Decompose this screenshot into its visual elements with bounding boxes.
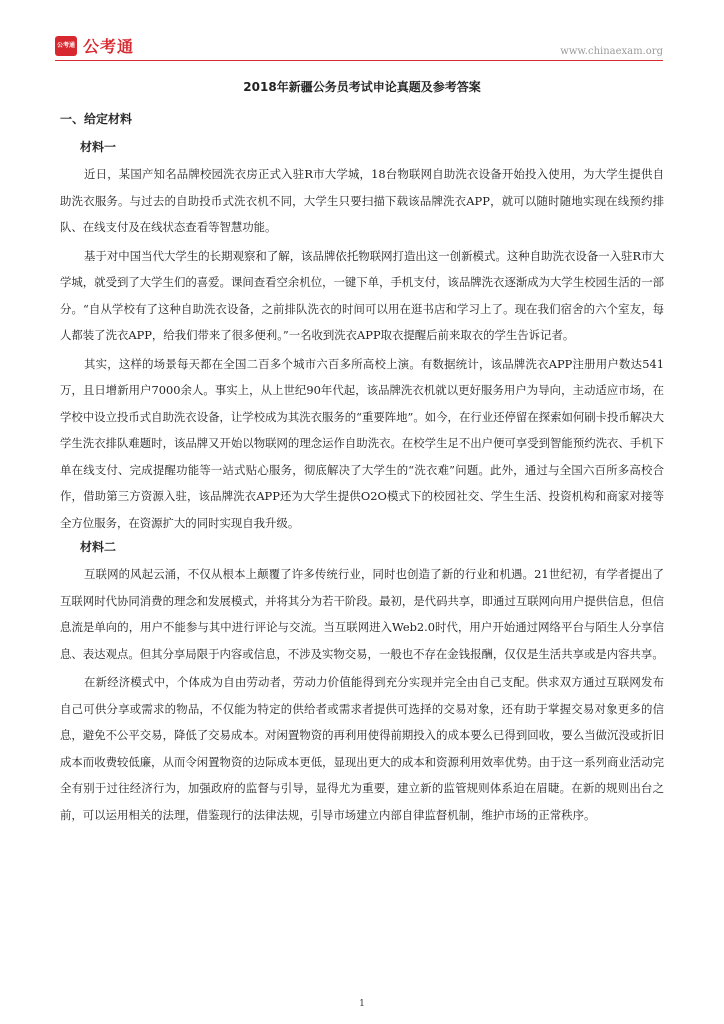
site-url[interactable]: www.chinaexam.org [560,46,663,57]
document-body [60,78,664,830]
logo-text: 公考通 [83,37,135,56]
page-header [55,32,663,62]
material-heading: 材料二 [80,540,117,554]
paragraph: 近日，某国产知名品牌校园洗衣房正式入驻R市大学城，18台物联网自助洗衣设备开始投入使用，为大学生提供自助洗衣服务。与过去的自助投币式洗衣机不同，大学生只要扫描下载该品牌洗衣APP，就可以随时随地实现在线预约排队、在线支付及在线状态查看等智慧功能。 [60,167,664,234]
paragraph: 基于对中国当代大学生的长期观察和了解，该品牌依托物联网打造出这一创新模式。这种自助洗衣设备一入驻R市大学城，就受到了大学生们的喜爱。课间查看空余机位，一键下单，手机支付，该品牌洗衣逐渐成为大学生校园生活的一部分。“自从学校有了这种自助洗衣设备，之前排队洗衣的时间可以用在逛书店和学习上了。现在我们宿舍的六个室友，每人都装了洗衣APP，给我们带来了很多便利。”一名收到洗衣APP取衣提醒后前来取衣的学生告诉记者。 [60,248,664,342]
document-title: 2018年新疆公务员考试申论真题及参考答案 [243,80,481,94]
header-divider [55,60,663,61]
page-number: 1 [359,999,365,1009]
material-heading: 材料一 [80,140,117,154]
paragraph: 在新经济模式中，个体成为自由劳动者，劳动力价值能得到充分实现并完全由自己支配。供求双方通过互联网发布自己可供分享或需求的物品，不仅能为特定的供给者或需求者提供可选择的交易对象，还有助于掌握交易对象更多的信息，避免不公平交易，降低了交易成本。对闲置物资的再利用使得前期投入的成本要么已得到回收，要么当做沉没或折旧成本而收费较低廉，从而令闲置物资的边际成本更低，显现出更大的成本和资源利用效率优势。由于这一系列商业活动完全有别于过往经济行为，加强政府的监督与引导，显得尤为重要，建立新的监管规则体系迫在眉睫。在新的规则出台之前，可以运用相关的法理，借鉴现行的法律法规，引导市场建立内部自律监督机制，维护市场的正常秩序。 [60,675,664,822]
section-heading: 一、给定材料 [60,112,133,126]
paragraph: 其实，这样的场景每天都在全国二百多个城市六百多所高校上演。有数据统计，该品牌洗衣APP注册用户数达541万，且日增新用户7000余人。事实上，从上世纪90年代起，该品牌洗衣机就以更好服务用户为导向，主动适应市场，在学校中设立投币式自助洗衣设备，让学校成为其洗衣服务的“重要阵地”。如今，在行业还停留在探索如何刷卡投币解决大学生洗衣排队难题时，该品牌又开始以物联网的理念运作自助洗衣。在校学生足不出户便可享受到智能预约洗衣、手机下单在线支付、完成提醒功能等一站式贴心服务，彻底解决了大学生的“洗衣难”问题。此外，通过与全国六百所多高校合作，借助第三方资源入驻，该品牌洗衣APP还为大学生提供O2O模式下的校园社交、学生生活、投资机构和商家对接等全方位服务，在资源扩大的同时实现自我升级。 [60,356,664,530]
logo-badge: 公考通 [55,36,77,56]
paragraph: 互联网的风起云涌，不仅从根本上颠覆了许多传统行业，同时也创造了新的行业和机遇。21世纪初，有学者提出了互联网时代协同消费的理念和发展模式，并将其分为若干阶段。最初，是代码共享，即通过互联网向用户提供信息，但信息流是单向的，用户不能参与其中进行评论与交流。当互联网进入Web2.0时代，用户开始通过网络平台与陌生人分享信息、表达观点。但其分享局限于内容或信息，不涉及实物交易，一般也不存在金钱报酬，仅仅是生活共享或是内容共享。 [60,567,664,661]
logo[interactable] [55,34,134,57]
